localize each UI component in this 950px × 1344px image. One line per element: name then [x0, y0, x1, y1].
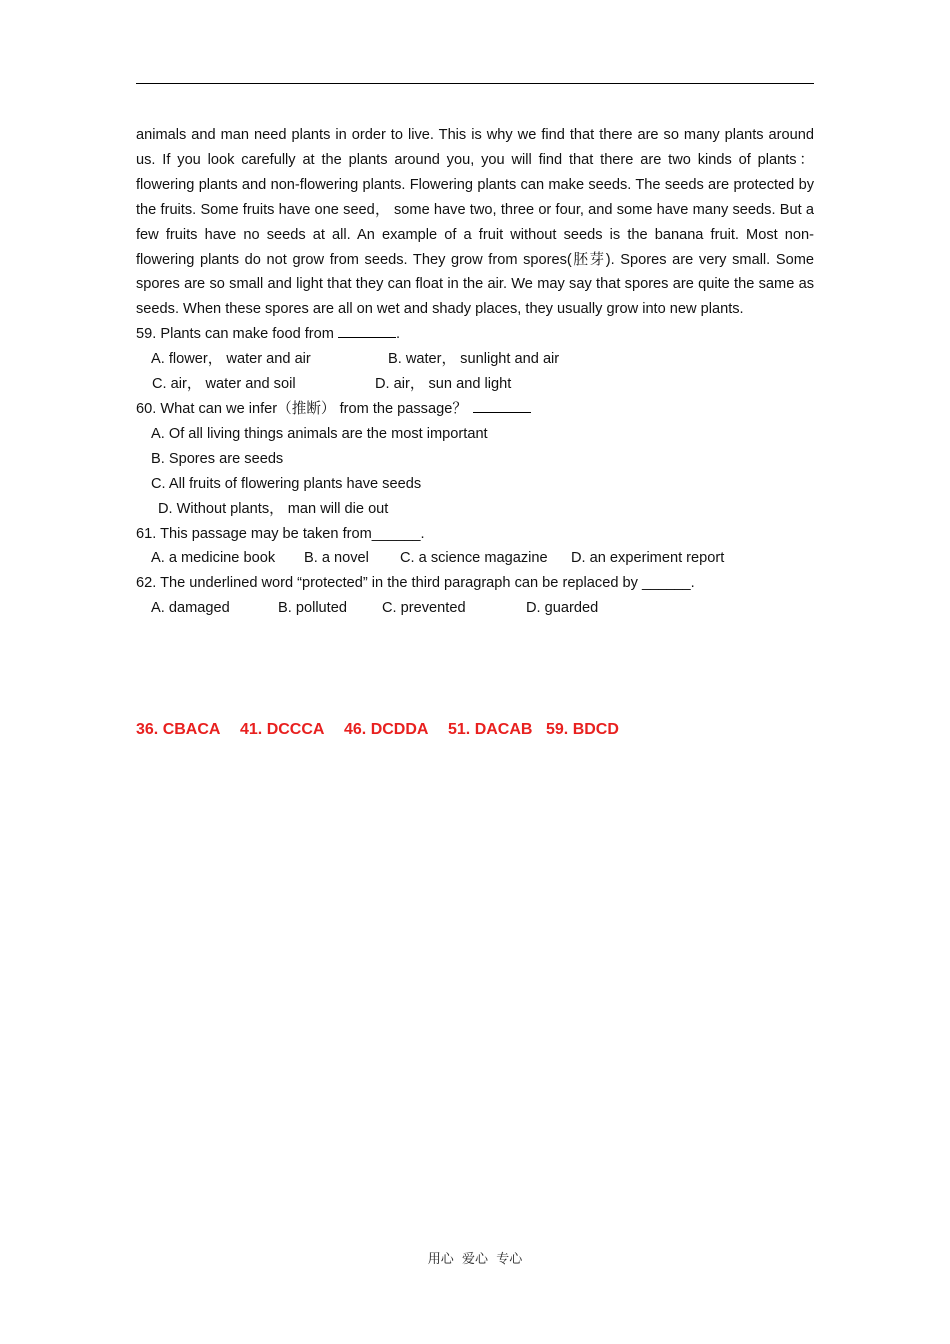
answer-key-51: 51. DACAB — [448, 721, 533, 738]
option-62-a: A. damaged — [151, 600, 230, 617]
option-60-b: B. Spores are seeds — [151, 450, 284, 467]
answer-blank — [473, 398, 531, 413]
option-59-a: A. flower， water and air — [151, 351, 311, 368]
question-59-stem: 59. Plants can make food from — [136, 326, 338, 343]
answer-key-41: 41. DCCCA — [240, 721, 325, 738]
header-rule — [136, 83, 814, 84]
question-60 — [136, 397, 814, 422]
question-60-stem: 60. What can we infer（推断） from the passage？ — [136, 400, 467, 417]
question-59 — [136, 322, 814, 347]
option-62-b: B. polluted — [278, 600, 347, 617]
option-59-c: C. air， water and soil — [152, 376, 296, 393]
option-60-d: D. Without plants， man will die out — [158, 500, 389, 517]
answer-blank — [338, 323, 396, 338]
option-60-c: C. All fruits of flowering plants have seeds — [151, 475, 422, 492]
question-61-stem: 61. This passage may be taken from______. — [136, 525, 425, 542]
option-62-d: D. guarded — [526, 600, 599, 617]
question-61-options-row — [136, 546, 814, 571]
answer-key-36: 36. CBACA — [136, 721, 221, 738]
question-59-stem-end: . — [395, 326, 401, 343]
document-body — [136, 123, 814, 621]
answer-key-59: 59. BDCD — [546, 721, 619, 738]
reading-passage: animals and man need plants in order to live. This is why we find that there are so many plants around us. If you look carefully at the plants around you, you will find that there are two kinds of plants： flowering plants and non-flowering plants. Flowering plants can make seeds. The seeds are protected by the fruits. Some fruits have one seed， some have two, three or four, and some have many seeds. But a few fruits have no seeds at all. An example of a fruit without seeds is the banana fruit. Most non-flowering plants do not grow from seeds. They grow from spores(胚芽). Spores are very small. Some spores are so small and light that they can float in the air. We may say that spores are quite the same as seeds. When these spores are all on wet and shady places, they usually grow into new plants. — [136, 127, 814, 318]
question-59-options-row-2 — [136, 372, 814, 397]
question-62-options-row — [136, 596, 814, 621]
answer-key-46: 46. DCDDA — [344, 721, 429, 738]
option-62-c: C. prevented — [382, 600, 466, 617]
page-footer: 用心 爱心 专心 — [427, 1252, 523, 1267]
question-59-options-row-1 — [136, 347, 814, 372]
option-61-b: B. a novel — [304, 550, 369, 567]
option-61-d: D. an experiment report — [571, 550, 725, 567]
option-61-a: A. a medicine book — [151, 550, 276, 567]
question-62-stem: 62. The underlined word “protected” in the third paragraph can be replaced by ______. — [136, 575, 695, 592]
option-60-a: A. Of all living things animals are the most important — [151, 425, 488, 442]
answer-key — [136, 721, 619, 829]
option-59-b: B. water， sunlight and air — [388, 351, 560, 368]
option-59-d: D. air， sun and light — [375, 376, 512, 393]
option-61-c: C. a science magazine — [400, 550, 548, 567]
